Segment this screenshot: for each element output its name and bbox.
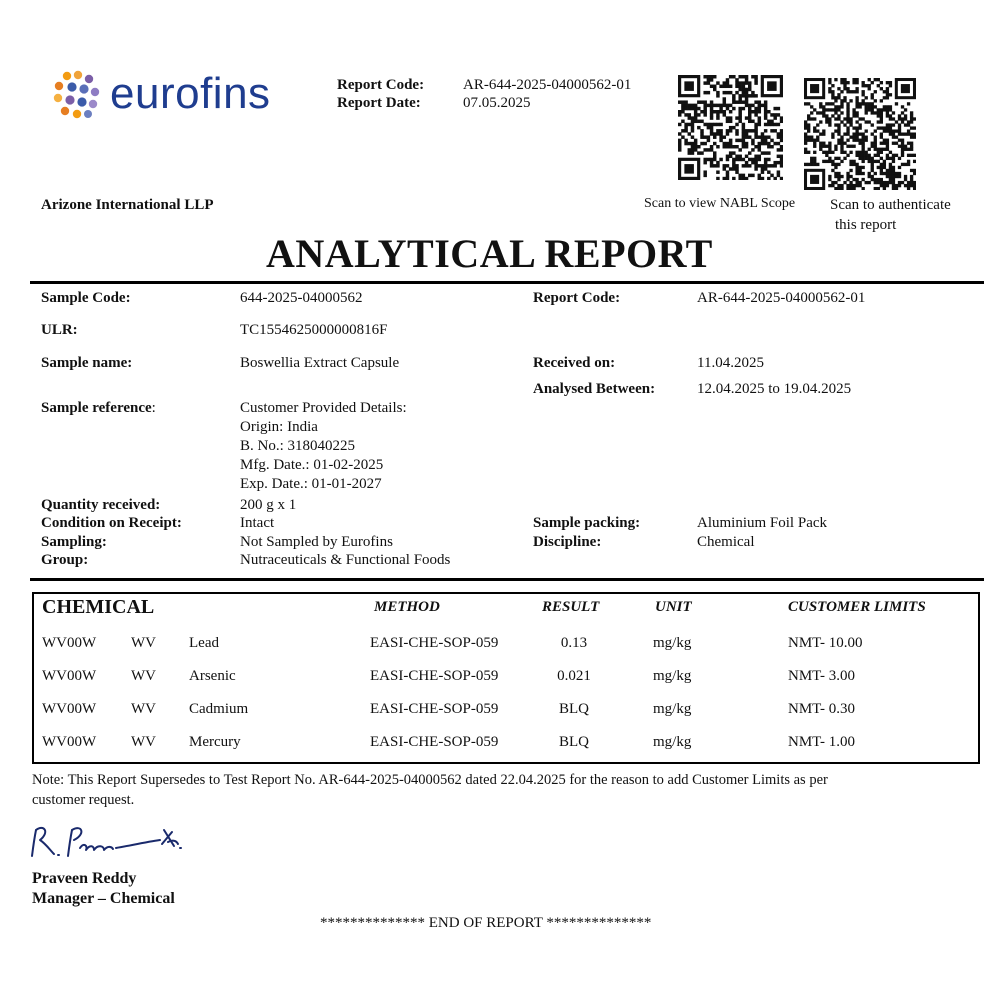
group-label: Group:	[41, 552, 89, 568]
row-method: EASI-CHE-SOP-059	[370, 668, 499, 684]
row-code: WV00W	[42, 701, 97, 717]
row-limit: NMT- 3.00	[788, 668, 855, 684]
ulr-label: ULR:	[41, 322, 78, 338]
qr2-caption-line1: Scan to authenticate	[830, 197, 951, 213]
analysed-between-value: 12.04.2025 to 19.04.2025	[697, 381, 852, 397]
row-parameter: Mercury	[189, 734, 241, 750]
supersede-note-line1: Note: This Report Supersedes to Test Report No. AR-644-2025-04000562 dated 22.04.2025 for the reason to add Customer Limits as per	[32, 772, 828, 788]
column-header-customer-limits: CUSTOMER LIMITS	[788, 599, 926, 615]
client-company: Arizone International LLP	[41, 197, 214, 213]
row-limit: NMT- 10.00	[788, 635, 863, 651]
received-on-value: 11.04.2025	[697, 355, 764, 371]
nabl-scope-qr-code[interactable]	[678, 75, 783, 180]
eurofins-wordmark: eurofins	[110, 69, 271, 118]
page-title: ANALYTICAL REPORT	[266, 231, 713, 276]
header-report-code-label: Report Code:	[337, 77, 425, 93]
row-unit: mg/kg	[653, 668, 692, 684]
column-header-method: METHOD	[374, 599, 440, 615]
sample-reference-line: Customer Provided Details:	[240, 400, 407, 416]
sample-reference-line: B. No.: 318040225	[240, 438, 356, 454]
header-report-date-value: 07.05.2025	[463, 95, 531, 111]
qr1-caption: Scan to view NABL Scope	[644, 196, 796, 211]
discipline-label: Discipline:	[533, 534, 602, 550]
row-method: EASI-CHE-SOP-059	[370, 734, 499, 750]
signatory-title: Manager – Chemical	[32, 890, 175, 907]
sample-code-label: Sample Code:	[41, 290, 131, 306]
row-method: EASI-CHE-SOP-059	[370, 635, 499, 651]
eurofins-logo-mark-icon	[52, 70, 102, 120]
row-result: BLQ	[559, 734, 589, 750]
end-of-report: ************** END OF REPORT **************	[320, 915, 652, 931]
row-unit: mg/kg	[653, 635, 692, 651]
row-type: WV	[131, 734, 156, 750]
supersede-note-line2: customer request.	[32, 792, 135, 808]
header-report-code-value: AR-644-2025-04000562-01	[463, 77, 632, 93]
sample-packing-label: Sample packing:	[533, 515, 641, 531]
row-parameter: Lead	[189, 635, 219, 651]
row-type: WV	[131, 635, 156, 651]
sample-name-value: Boswellia Extract Capsule	[240, 355, 400, 371]
row-result: BLQ	[559, 701, 589, 717]
group-value: Nutraceuticals & Functional Foods	[240, 552, 451, 568]
sample-reference-line: Exp. Date.: 01-01-2027	[240, 476, 382, 492]
quantity-label: Quantity received:	[41, 497, 161, 513]
row-result: 0.021	[557, 668, 591, 684]
row-code: WV00W	[42, 734, 97, 750]
column-header-unit: UNIT	[655, 599, 692, 615]
report-code-label: Report Code:	[533, 290, 621, 306]
row-unit: mg/kg	[653, 701, 692, 717]
chemical-heading: CHEMICAL	[42, 596, 155, 618]
sample-reference-line: Mfg. Date.: 01-02-2025	[240, 457, 384, 473]
quantity-value: 200 g x 1	[240, 497, 297, 513]
signatory-name: Praveen Reddy	[32, 870, 137, 887]
sample-name-label: Sample name:	[41, 355, 133, 371]
report-code-value: AR-644-2025-04000562-01	[697, 290, 866, 306]
row-code: WV00W	[42, 635, 97, 651]
sample-reference-line: Origin: India	[240, 419, 318, 435]
received-on-label: Received on:	[533, 355, 616, 371]
sample-code-value: 644-2025-04000562	[240, 290, 363, 306]
ulr-value: TC1554625000000816F	[240, 322, 388, 338]
condition-value: Intact	[240, 515, 275, 531]
title-divider	[30, 281, 984, 284]
sampling-label: Sampling:	[41, 534, 107, 550]
sample-packing-value: Aluminium Foil Pack	[697, 515, 828, 531]
qr2-caption-line2: this report	[835, 217, 897, 233]
sample-reference-value	[240, 399, 407, 494]
authenticate-report-qr-code[interactable]	[804, 78, 916, 190]
sample-reference-label	[41, 399, 156, 418]
row-type: WV	[131, 701, 156, 717]
eurofins-logo	[52, 70, 292, 120]
row-limit: NMT- 0.30	[788, 701, 855, 717]
row-parameter: Arsenic	[189, 668, 236, 684]
row-type: WV	[131, 668, 156, 684]
condition-label: Condition on Receipt:	[41, 515, 182, 531]
row-unit: mg/kg	[653, 734, 692, 750]
sample-reference-label-text: Sample reference	[41, 400, 152, 416]
row-result: 0.13	[560, 635, 588, 651]
row-code: WV00W	[42, 668, 97, 684]
details-divider	[30, 578, 984, 581]
column-header-result: RESULT	[542, 599, 600, 615]
handwritten-signature	[28, 818, 198, 868]
row-parameter: Cadmium	[189, 701, 249, 717]
row-method: EASI-CHE-SOP-059	[370, 701, 499, 717]
sample-reference-colon: :	[151, 400, 156, 416]
row-limit: NMT- 1.00	[788, 734, 855, 750]
discipline-value: Chemical	[697, 534, 755, 550]
sampling-value: Not Sampled by Eurofins	[240, 534, 393, 550]
header-report-date-label: Report Date:	[337, 95, 421, 111]
analysed-between-label: Analysed Between:	[533, 381, 656, 397]
